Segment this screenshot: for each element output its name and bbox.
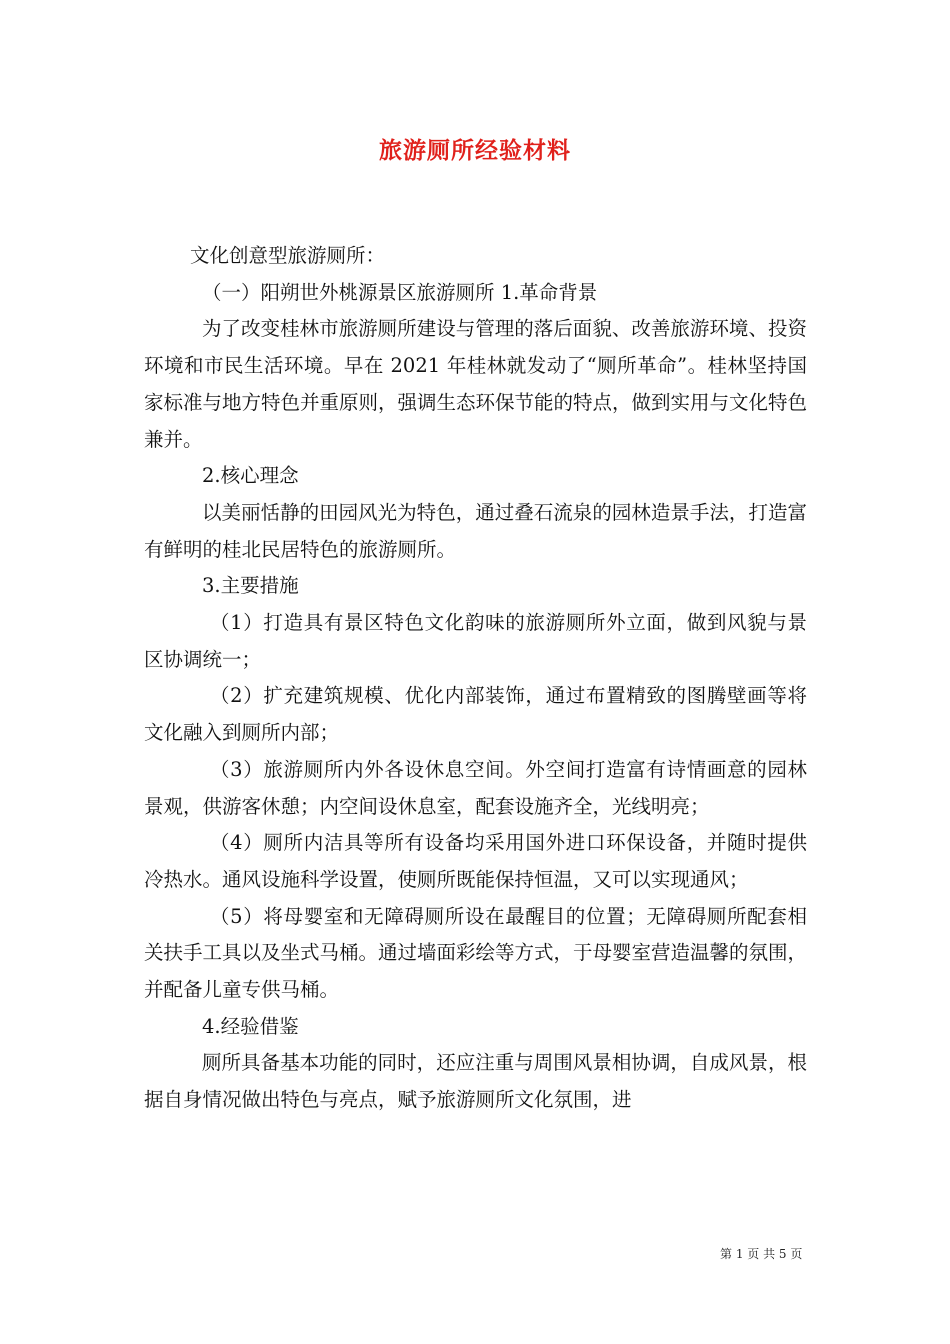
- section-heading-1: （一）阳朔世外桃源景区旅游厕所 1.革命背景: [202, 280, 598, 304]
- subheading-experience: 4.经验借鉴: [202, 1014, 299, 1038]
- page-number-footer: 第 1 页 共 5 页: [720, 1247, 803, 1261]
- paragraph-background: 为了改变桂林市旅游厕所建设与管理的落后面貌、改善旅游环境、投资环境和市民生活环境。早在 2021 年桂林就发动了“厕所革命”。桂林坚持国家标准与地方特色并重原则，强调生态环保节能的特点，做到实用与文化特色兼并。: [144, 317, 808, 451]
- measure-item-5: （5）将母婴室和无障碍厕所设在最醒目的位置；无障碍厕所配套相关扶手工具以及坐式马桶。通过墙面彩绘等方式，于母婴室营造温馨的氛围，并配备儿童专供马桶。: [144, 904, 808, 1002]
- document-body: [144, 238, 807, 1119]
- document-title: 旅游厕所经验材料: [379, 137, 571, 164]
- measure-item-4: （4）厕所内洁具等所有设备均采用国外进口环保设备，并随时提供冷热水。通风设施科学设置，使厕所既能保持恒温，又可以实现通风；: [144, 831, 807, 891]
- subheading-core-concept: 2.核心理念: [202, 464, 299, 488]
- paragraph-core-concept: 以美丽恬静的田园风光为特色，通过叠石流泉的园林造景手法，打造富有鲜明的桂北民居特色的旅游厕所。: [144, 500, 807, 561]
- subheading-main-measures: 3.主要措施: [202, 574, 299, 598]
- measure-item-1: （1）打造具有景区特色文化韵味的旅游厕所外立面，做到风貌与景区协调统一；: [144, 611, 807, 671]
- paragraph-intro: 文化创意型旅游厕所：: [190, 244, 386, 267]
- measure-item-3: （3）旅游厕所内外各设休息空间。外空间打造富有诗情画意的园林景观，供游客休憩；内空间设休息室，配套设施齐全，光线明亮；: [144, 757, 807, 818]
- measure-item-2: （2）扩充建筑规模、优化内部装饰，通过布置精致的图腾壁画等将文化融入到厕所内部；: [144, 684, 807, 745]
- paragraph-experience: 厕所具备基本功能的同时，还应注重与周围风景相协调，自成风景，根据自身情况做出特色与亮点，赋予旅游厕所文化氛围，进: [144, 1051, 807, 1112]
